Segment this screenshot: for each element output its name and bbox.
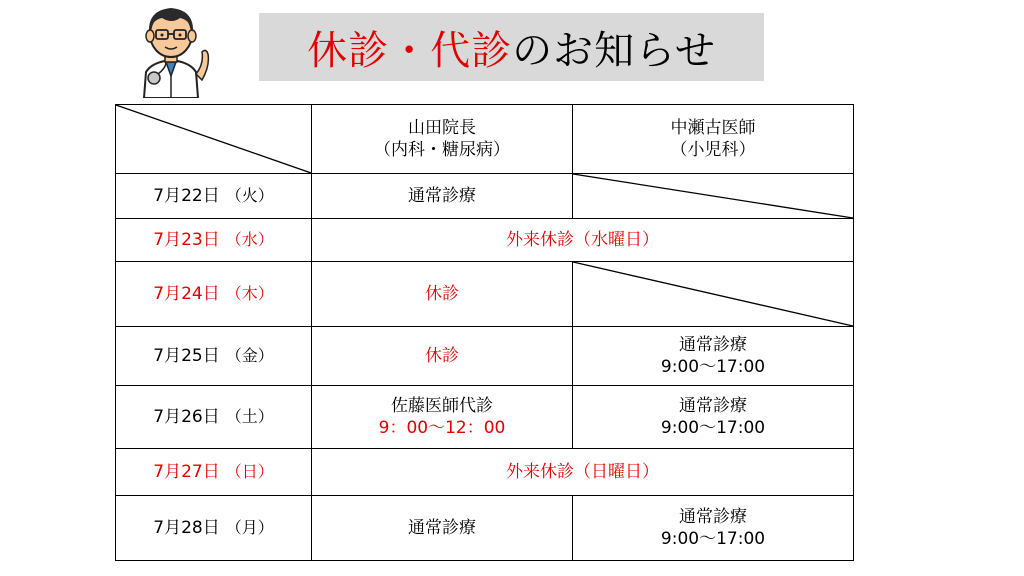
date-cell bbox=[116, 496, 312, 561]
diagonal-line bbox=[116, 105, 311, 173]
schedule-row bbox=[116, 174, 854, 219]
day-of-week: （土） bbox=[225, 407, 274, 426]
diagonal-line bbox=[573, 262, 853, 326]
closed-cell bbox=[312, 219, 854, 262]
day-of-week: （木） bbox=[225, 284, 274, 303]
day-of-week: （月） bbox=[225, 518, 274, 537]
nakaseko-status: 通常診療 bbox=[679, 507, 747, 527]
date-text: 7月22日 bbox=[153, 186, 220, 206]
nakaseko-hours: 9:00～17:00 bbox=[660, 418, 766, 438]
schedule-table bbox=[115, 104, 854, 561]
schedule-row bbox=[116, 386, 854, 449]
yamada-status: 休診 bbox=[425, 284, 459, 304]
nakaseko-cell-empty bbox=[573, 174, 854, 219]
yamada-status: 通常診療 bbox=[408, 186, 476, 206]
header-nakaseko-name: 中瀬古医師 bbox=[670, 118, 756, 138]
day-of-week: （火） bbox=[225, 186, 274, 205]
date-text: 7月28日 bbox=[153, 518, 220, 538]
yamada-cell bbox=[312, 496, 573, 561]
date-cell bbox=[116, 327, 312, 386]
nakaseko-status: 通常診療 bbox=[679, 396, 747, 416]
nakaseko-hours: 9:00～17:00 bbox=[660, 357, 766, 377]
schedule-row bbox=[116, 219, 854, 262]
date-cell bbox=[116, 449, 312, 496]
title-red-part: 休診・代診 bbox=[307, 27, 513, 74]
yamada-status: 休診 bbox=[425, 346, 459, 366]
date-text: 7月26日 bbox=[153, 407, 220, 427]
yamada-cell bbox=[312, 174, 573, 219]
yamada-hours: 9：00～12：00 bbox=[378, 418, 506, 438]
date-text: 7月23日 bbox=[153, 230, 220, 250]
nakaseko-status: 通常診療 bbox=[679, 335, 747, 355]
header-corner-cell bbox=[116, 105, 312, 174]
header-nakaseko bbox=[573, 105, 854, 174]
date-text: 7月25日 bbox=[153, 346, 220, 366]
yamada-cell bbox=[312, 327, 573, 386]
header-nakaseko-dept: （小児科） bbox=[670, 140, 756, 160]
date-cell bbox=[116, 262, 312, 327]
date-text: 7月27日 bbox=[153, 462, 220, 482]
yamada-status: 佐藤医師代診 bbox=[391, 396, 493, 416]
schedule-row bbox=[116, 449, 854, 496]
schedule-row bbox=[116, 262, 854, 327]
nakaseko-cell-empty bbox=[573, 262, 854, 327]
nakaseko-cell bbox=[573, 386, 854, 449]
schedule-row bbox=[116, 496, 854, 561]
nakaseko-cell bbox=[573, 327, 854, 386]
day-of-week: （日） bbox=[225, 462, 274, 481]
closed-cell bbox=[312, 449, 854, 496]
nakaseko-cell bbox=[573, 496, 854, 561]
day-of-week: （金） bbox=[225, 346, 274, 365]
yamada-cell bbox=[312, 386, 573, 449]
yamada-status: 通常診療 bbox=[408, 518, 476, 538]
schedule-row bbox=[116, 327, 854, 386]
page-title bbox=[259, 13, 764, 81]
header-yamada-dept: （内科・糖尿病） bbox=[374, 140, 510, 160]
title-black-part: のお知らせ bbox=[512, 27, 716, 74]
nakaseko-hours: 9:00～17:00 bbox=[660, 529, 766, 549]
yamada-cell bbox=[312, 262, 573, 327]
date-cell bbox=[116, 386, 312, 449]
header-yamada-name: 山田院長 bbox=[408, 118, 476, 138]
closed-text: 外来休診（水曜日） bbox=[506, 230, 659, 250]
date-cell bbox=[116, 174, 312, 219]
date-text: 7月24日 bbox=[153, 284, 220, 304]
header-row bbox=[116, 105, 854, 174]
closed-text: 外来休診（日曜日） bbox=[506, 462, 659, 482]
date-cell bbox=[116, 219, 312, 262]
doctor-illustration bbox=[132, 2, 210, 98]
header-yamada bbox=[312, 105, 573, 174]
day-of-week: （水） bbox=[225, 230, 274, 249]
diagonal-line bbox=[573, 174, 853, 218]
